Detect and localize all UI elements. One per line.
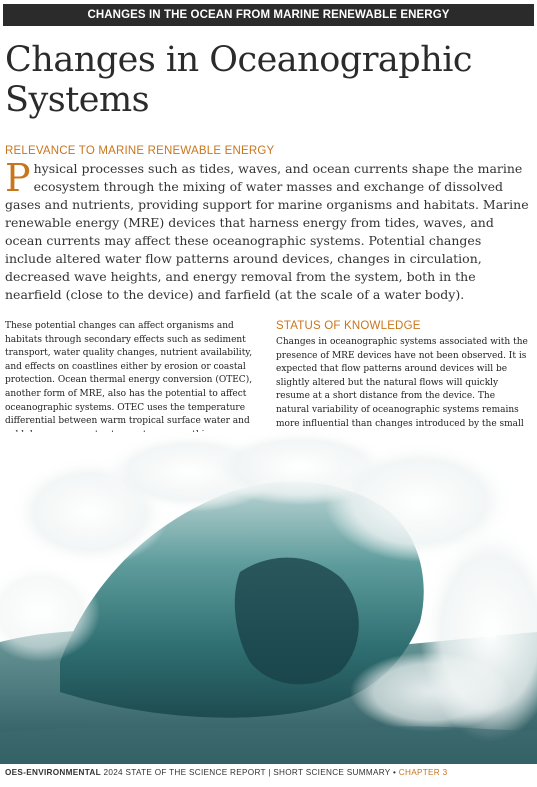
ocean-wave-image [0,432,537,764]
footer-summary: SHORT SCIENCE SUMMARY [273,768,391,777]
title-line-1: Changes in Oceanographic [5,40,473,80]
banner-text: CHANGES IN THE OCEAN FROM MARINE RENEWABLE ENERGY [87,9,450,21]
top-banner [3,4,534,26]
page-footer [5,768,535,777]
body-left-column: These potential changes can affect organisms and habitats through secondary effects such as sediment transport, water quality changes, nutrient availability, and effects on coastlines either by erosion or coastal protection. Ocean thermal energy conversion (OTEC), another form of MRE, also has the potential to affect oceanographic systems. OTEC uses the temperature differential between warm tropical surface water and [5,321,253,427]
status-heading: STATUS OF KNOWLEDGE [276,320,421,332]
title-line-2: Systems [5,80,150,120]
footer-org: OES-ENVIRONMENTAL [5,768,101,777]
footer-report: 2024 STATE OF THE SCIENCE REPORT [103,768,266,777]
footer-bullet: • [393,768,397,777]
footer-separator: | [268,768,271,777]
page-title [5,40,525,120]
lead-paragraph [5,156,530,304]
relevance-heading: RELEVANCE TO MARINE RENEWABLE ENERGY [5,145,275,157]
footer-chapter: CHAPTER 3 [398,768,448,777]
drop-cap: P [5,156,31,200]
status-body: Changes in oceanographic systems associated with the presence of MRE devices have not been observed. It is expected that flow patterns around devices will be slightly altered but the natural flows will quickly resume at a short distance from the device. The natural variability of oceanographic systems remains more influential than changes introduced by the small [276,337,528,429]
lead-text: hysical processes such as tides, waves, and ocean currents shape the marine ecosystem through the mixing of water masses and exchange of dissolved gases and nutrients, providing support for marine organisms and habitats. Marine renewable energy (MRE) devices that harness energy from tides, waves, and ocean currents may affect these oceanographic systems. Potential changes include altered water flow patterns around devices, changes in circulation, decreased wave heights, and energy removal from the system, both in the nearfield (close to the device) and farfield (at the scale of a water body). [5,161,529,302]
